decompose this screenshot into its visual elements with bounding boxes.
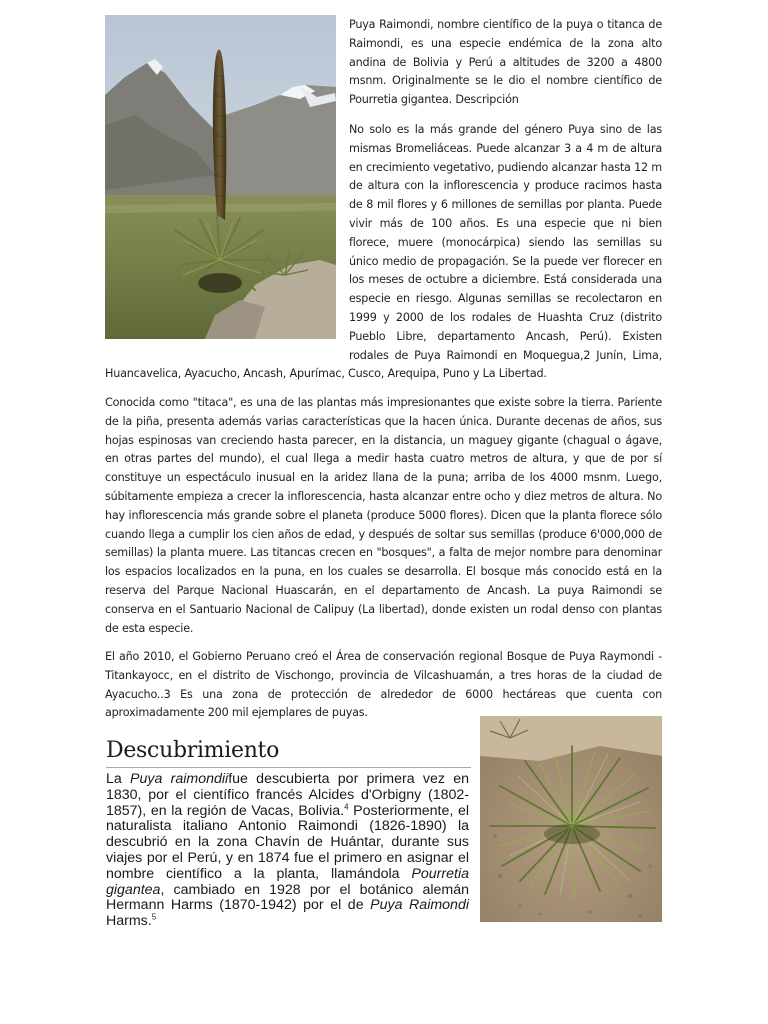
current-name: Puya Raimondi	[370, 897, 469, 914]
intro-paragraph: Puya Raimondi, nombre científico de la puya o titanca de Raimondi, es una especie endémica de la zona alto andina de Bolivia y Perú a altitudes de 3200 a 4800 msnm. Originalmente se le dio el nombre científico de Pourretia gigantea. Descripción	[349, 18, 662, 107]
species-name: Puya raimondii	[130, 771, 229, 787]
heading-underline	[106, 767, 471, 768]
discovery-paragraph: La Puya raimondiifue descubierta por primera vez en 1830, por el científico francés Alcides d'Orbigny (1802-1857), en la región de Vacas, Bolivia.$^4$ Posteriormente, el naturalista italiano Antonio Raimondi (1826-1890) la descubrió en la zona Chavín de Huántar, durante sus viajes por el Perú, y en 1874 fue el primero en asignar el nombre científico a la planta, llamándola Pourretia gigantea, cambiado en 1928 por el botánico alemán Hermann Harms (1870-1942) por el de Puya Raimondi Harms.$^5$	[106, 771, 469, 930]
description-text: No solo es la más grande del género Puya sino de las mismas Bromeliáceas. Puede alcanzar 3 a 4 m de altura en crecimiento vegetativo, pudiendo alcanzar hasta 12 m de altura con la inflorescencia y produce racimos hasta de 8 mil flores y 6 millones de semillas por planta. Puede vivir más de 100 años. Es una especie que ni bien florece, muere (monocárpica) siendo las semillas su único medio de propagación. Se la puede ver florecer en los meses de octubre a diciembre. Está considerada una especie en riesgo. Algunas semillas se recolectaron en 1999 y 2000 de los rodales de Huashta Cruz (distrito Pueblo Libre, departamento Ancash, Perú). Existen rodales de Puya Raimondi en Moquegua,2 Junín, Lima, Huancavelica, Ayacucho, Ancash, Apurímac, Cusco, Arequipa, Puno y La Libertad.	[105, 123, 662, 381]
footnote-ref-5[interactable]: 5	[151, 912, 157, 922]
section-heading: Descubrimiento	[106, 738, 280, 763]
footnote-ref-4[interactable]: 4	[344, 801, 349, 811]
description-paragraph	[105, 121, 662, 384]
puya-rosette-photo	[480, 716, 662, 922]
area-paragraph: El año 2010, el Gobierno Peruano creó el Área de conservación regional Bosque de Puya Raymondi - Titankayocc, en el distrito de Vischongo, provincia de Vilcashuamán, a tres horas de la ciudad de Ayacucho..3 Es una zona de protección de alrededor de 6000 hectáreas que cuenta con aproximadamente 200 mil ejemplares de puyas.	[105, 650, 662, 720]
puya-rosette-illustration	[480, 716, 662, 922]
titaca-paragraph: Conocida como "titaca", es una de las plantas más impresionantes que existe sobre la tierra. Pariente de la piña, presenta además varias características que la hacen única. Durante decenas de años, sus hojas espinosas van creciendo hasta parecer, en la distancia, un maguey gigante (chagual o ágave, en otras partes del mundo), el cual llega a medir hasta cuatro metros de altura, y que de por sí constituye un espectáculo inusual en la aridez llana de la puna; arriba de los 4000 msnm. Luego, súbitamente empieza a crecer la inflorescencia, hasta alcanzar entre ocho y diez metros de altura. No hay inflorescencia más grande sobre el planeta (produce 5000 flores). Dicen que la planta florece sólo cuando llega a cumplir los cien años de edad, y después de soltar sus semillas (produce 6'000,000 de semillas) la planta muere. Las titancas crecen en "bosques", a falta de mejor nombre para denominar los espacios localizados en la puna, en los cuales se desarrolla. El bosque más conocido está en la reserva del Parque Nacional Huascarán, en el departamento de Ancash. La puya Raimondi se conserva en el Santuario Nacional de Calipuy (La libertad), donde existen un rodal denso con plantas de esta especie.	[105, 396, 662, 635]
image-wrap-spacer	[105, 121, 349, 351]
original-name: Pourretia gigantea	[106, 865, 469, 898]
